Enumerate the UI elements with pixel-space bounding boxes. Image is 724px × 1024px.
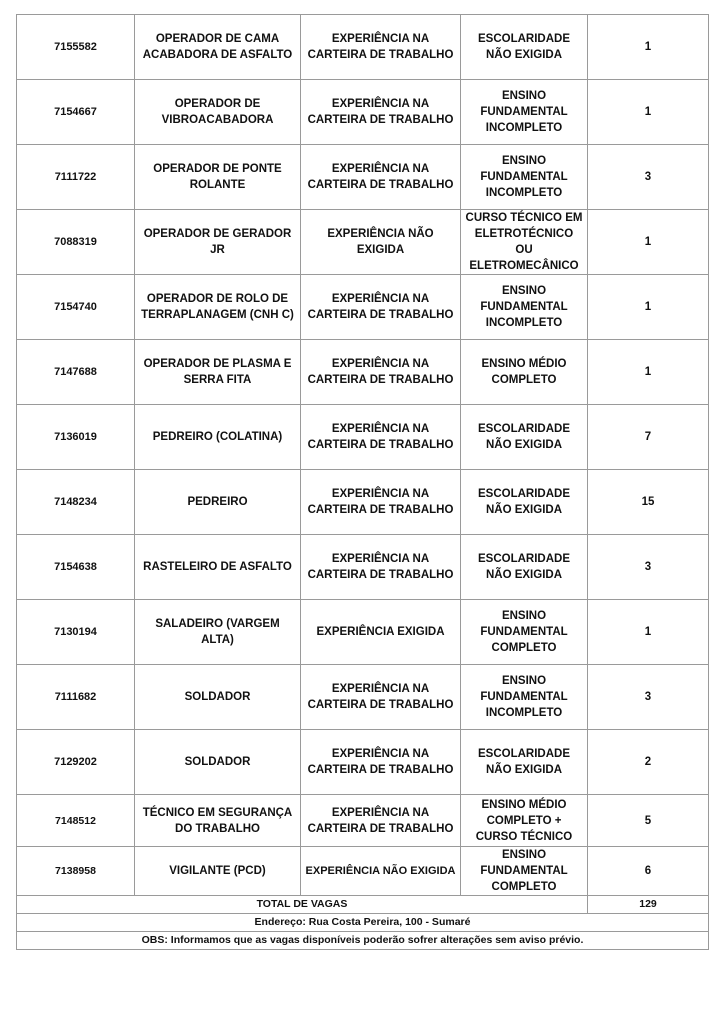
job-title: TÉCNICO EM SEGURANÇA DO TRABALHO [135, 795, 301, 847]
table-row [17, 210, 709, 275]
experience-requirement: EXPERIÊNCIA NA CARTEIRA DE TRABALHO [301, 145, 461, 210]
education-requirement: ESCOLARIDADE NÃO EXIGIDA [461, 15, 588, 80]
table-row [17, 600, 709, 665]
experience-requirement: EXPERIÊNCIA NA CARTEIRA DE TRABALHO [301, 340, 461, 405]
job-title: RASTELEIRO DE ASFALTO [135, 535, 301, 600]
vacancy-count: 1 [588, 15, 709, 80]
experience-requirement: EXPERIÊNCIA NA CARTEIRA DE TRABALHO [301, 15, 461, 80]
education-requirement: CURSO TÉCNICO EM ELETROTÉCNICO OU ELETROMECÂNICO [461, 210, 588, 275]
address-row [17, 914, 709, 932]
vacancy-count: 1 [588, 210, 709, 275]
education-requirement: ENSINO FUNDAMENTAL INCOMPLETO [461, 275, 588, 340]
job-title: OPERADOR DE CAMA ACABADORA DE ASFALTO [135, 15, 301, 80]
job-title: OPERADOR DE PLASMA E SERRA FITA [135, 340, 301, 405]
experience-requirement: EXPERIÊNCIA NA CARTEIRA DE TRABALHO [301, 665, 461, 730]
vacancy-count: 1 [588, 275, 709, 340]
note-row [17, 932, 709, 950]
job-title: OPERADOR DE PONTE ROLANTE [135, 145, 301, 210]
table-row [17, 80, 709, 145]
experience-requirement: EXPERIÊNCIA NA CARTEIRA DE TRABALHO [301, 730, 461, 795]
vacancy-count: 2 [588, 730, 709, 795]
job-title: PEDREIRO (COLATINA) [135, 405, 301, 470]
experience-requirement: EXPERIÊNCIA EXIGIDA [301, 600, 461, 665]
table-row [17, 145, 709, 210]
job-code: 7148234 [17, 470, 135, 535]
job-vacancies-table [16, 14, 709, 950]
job-title: PEDREIRO [135, 470, 301, 535]
table-row [17, 847, 709, 896]
job-code: 7154638 [17, 535, 135, 600]
table-row [17, 795, 709, 847]
education-requirement: ENSINO MÉDIO COMPLETO + CURSO TÉCNICO [461, 795, 588, 847]
job-code: 7088319 [17, 210, 135, 275]
experience-requirement: EXPERIÊNCIA NA CARTEIRA DE TRABALHO [301, 535, 461, 600]
address-text: Endereço: Rua Costa Pereira, 100 - Sumaré [17, 914, 709, 932]
job-code: 7154667 [17, 80, 135, 145]
experience-requirement: EXPERIÊNCIA NA CARTEIRA DE TRABALHO [301, 405, 461, 470]
education-requirement: ESCOLARIDADE NÃO EXIGIDA [461, 405, 588, 470]
education-requirement: ENSINO FUNDAMENTAL COMPLETO [461, 600, 588, 665]
job-title: VIGILANTE (PCD) [135, 847, 301, 896]
table-row [17, 340, 709, 405]
job-title: OPERADOR DE GERADOR JR [135, 210, 301, 275]
job-code: 7155582 [17, 15, 135, 80]
vacancy-count: 1 [588, 80, 709, 145]
job-code: 7130194 [17, 600, 135, 665]
job-code: 7148512 [17, 795, 135, 847]
table-row [17, 405, 709, 470]
job-title: SOLDADOR [135, 665, 301, 730]
job-title: OPERADOR DE ROLO DE TERRAPLANAGEM (CNH C) [135, 275, 301, 340]
vacancy-count: 5 [588, 795, 709, 847]
total-label: TOTAL DE VAGAS [17, 896, 588, 914]
job-title: SALADEIRO (VARGEM ALTA) [135, 600, 301, 665]
vacancy-count: 6 [588, 847, 709, 896]
table-row [17, 470, 709, 535]
education-requirement: ESCOLARIDADE NÃO EXIGIDA [461, 470, 588, 535]
education-requirement: ENSINO FUNDAMENTAL INCOMPLETO [461, 665, 588, 730]
vacancy-count: 1 [588, 340, 709, 405]
vacancy-count: 3 [588, 665, 709, 730]
job-code: 7129202 [17, 730, 135, 795]
table-row [17, 535, 709, 600]
job-code: 7136019 [17, 405, 135, 470]
experience-requirement: EXPERIÊNCIA NA CARTEIRA DE TRABALHO [301, 275, 461, 340]
vacancy-count: 15 [588, 470, 709, 535]
job-code: 7154740 [17, 275, 135, 340]
job-code: 7111682 [17, 665, 135, 730]
job-code: 7111722 [17, 145, 135, 210]
experience-requirement: EXPERIÊNCIA NA CARTEIRA DE TRABALHO [301, 795, 461, 847]
education-requirement: ENSINO MÉDIO COMPLETO [461, 340, 588, 405]
vacancy-count: 3 [588, 145, 709, 210]
table-row [17, 730, 709, 795]
table-row [17, 665, 709, 730]
total-value: 129 [588, 896, 709, 914]
experience-requirement: EXPERIÊNCIA NÃO EXIGIDA [301, 847, 461, 896]
experience-requirement: EXPERIÊNCIA NA CARTEIRA DE TRABALHO [301, 470, 461, 535]
total-row [17, 896, 709, 914]
education-requirement: ESCOLARIDADE NÃO EXIGIDA [461, 535, 588, 600]
disclaimer-note: OBS: Informamos que as vagas disponíveis poderão sofrer alterações sem aviso prévio. [17, 932, 709, 950]
job-code: 7138958 [17, 847, 135, 896]
vacancy-count: 3 [588, 535, 709, 600]
education-requirement: ENSINO FUNDAMENTAL INCOMPLETO [461, 145, 588, 210]
table-row [17, 275, 709, 340]
education-requirement: ENSINO FUNDAMENTAL INCOMPLETO [461, 80, 588, 145]
job-title: SOLDADOR [135, 730, 301, 795]
table-row [17, 15, 709, 80]
vacancy-count: 1 [588, 600, 709, 665]
education-requirement: ESCOLARIDADE NÃO EXIGIDA [461, 730, 588, 795]
job-code: 7147688 [17, 340, 135, 405]
job-title: OPERADOR DE VIBROACABADORA [135, 80, 301, 145]
education-requirement: ENSINO FUNDAMENTAL COMPLETO [461, 847, 588, 896]
experience-requirement: EXPERIÊNCIA NÃO EXIGIDA [301, 210, 461, 275]
vacancy-count: 7 [588, 405, 709, 470]
experience-requirement: EXPERIÊNCIA NA CARTEIRA DE TRABALHO [301, 80, 461, 145]
